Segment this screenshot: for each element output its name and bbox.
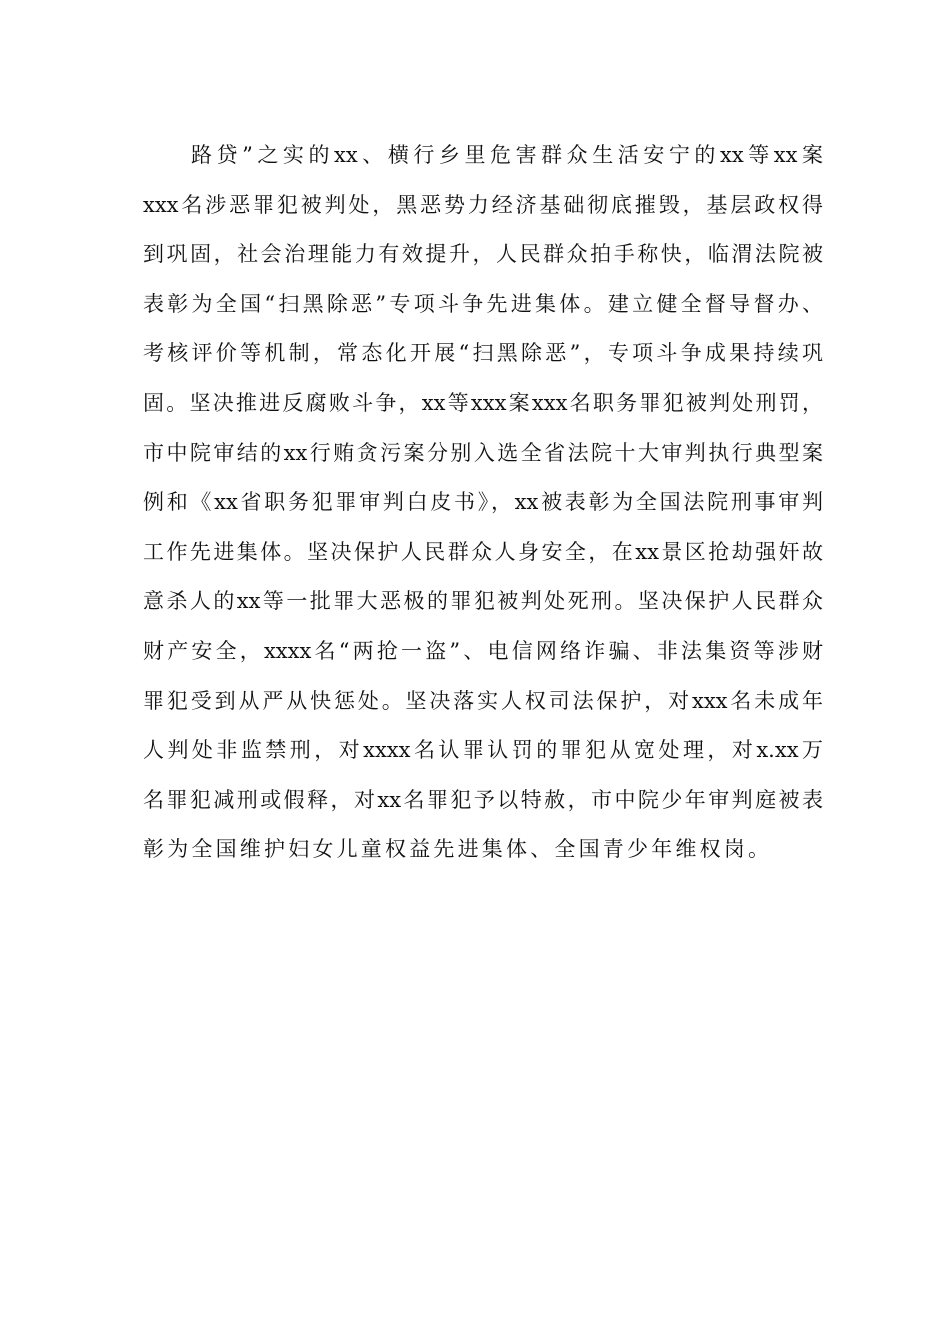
paragraph-line: 到巩固，社会治理能力有效提升，人民群众拍手称快，临渭法院被 xyxy=(143,242,823,267)
paragraph-line: 彰为全国维护妇女儿童权益先进集体、全国青少年维权岗。 xyxy=(143,837,773,862)
paragraph-line: 名罪犯减刑或假释，对xx名罪犯予以特赦，市中院少年审判庭被表 xyxy=(143,787,823,812)
paragraph-line: 工作先进集体。坚决保护人民群众人身安全，在xx景区抢劫强奸故 xyxy=(143,539,823,564)
paragraph-line: xxx名涉恶罪犯被判处，黑恶势力经济基础彻底摧毁，基层政权得 xyxy=(143,192,823,217)
paragraph-line: 例和《xx省职务犯罪审判白皮书》，xx被表彰为全国法院刑事审判 xyxy=(143,490,823,515)
paragraph-line: 路贷”之实的xx、横行乡里危害群众生活安宁的xx等xx案 xyxy=(191,143,823,167)
paragraph-line: 表彰为全国“扫黑除恶”专项斗争先进集体。建立健全督导督办、 xyxy=(143,291,823,316)
paragraph-line: 意杀人的xx等一批罪大恶极的罪犯被判处死刑。坚决保护人民群众 xyxy=(143,589,823,614)
paragraph-line: 罪犯受到从严从快惩处。坚决落实人权司法保护，对xxx名未成年 xyxy=(143,688,823,713)
paragraph-line: 市中院审结的xx行贿贪污案分别入选全省法院十大审判执行典型案 xyxy=(143,440,823,465)
paragraph-line: 财产安全，xxxx名“两抢一盗”、电信网络诈骗、非法集资等涉财 xyxy=(143,638,823,663)
body-paragraph xyxy=(143,131,823,875)
paragraph-line: 固。坚决推进反腐败斗争，xx等xxx案xxx名职务罪犯被判处刑罚， xyxy=(143,390,823,415)
paragraph-line: 人判处非监禁刑，对xxxx名认罪认罚的罪犯从宽处理，对x.xx万 xyxy=(143,738,823,763)
paragraph-line: 考核评价等机制，常态化开展“扫黑除恶”，专项斗争成果持续巩 xyxy=(143,341,823,366)
